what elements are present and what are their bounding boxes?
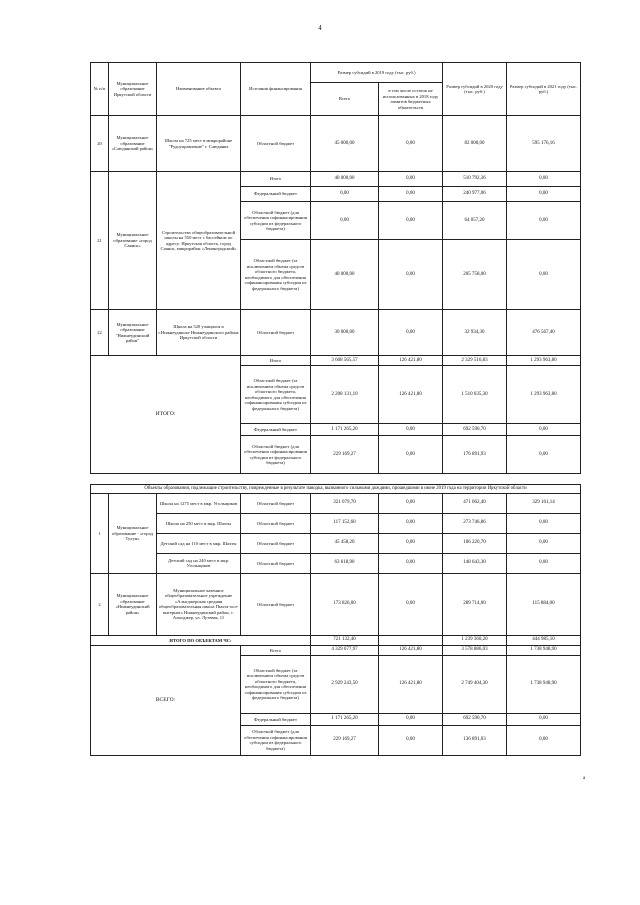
table-row [91, 116, 581, 172]
header-num: № п/п [91, 63, 109, 116]
value-2021: 0,00 [507, 424, 581, 436]
grand-total-label: ВСЕГО: [91, 645, 241, 755]
value-2020: 471 062,40 [443, 493, 507, 513]
value-unused: 0,00 [379, 310, 443, 356]
value-2021: 329 161,14 [507, 493, 581, 513]
value-2020: 32 934,30 [443, 310, 507, 356]
value-unused: 0,00 [379, 553, 443, 573]
value-2020: 289 714,00 [443, 573, 507, 635]
value-2021: 0,00 [507, 436, 581, 474]
municipality-cell: Муниципальное образование «Слюдянский район» [109, 116, 157, 172]
source-cell: Областной бюджет (для обеспечения софинансирования субсидии из федерального бюджета) [241, 436, 311, 474]
value-2020: 240 977,06 [443, 187, 507, 202]
value-2020: 692 590,70 [443, 424, 507, 436]
object-cell: Школа на 725 мест в микрорайоне "Рудоуправление" г. Слюдянка [157, 116, 241, 172]
value-2021: 0,00 [507, 187, 581, 202]
section-title: Объекты образования, подлежащие строительству, поврежденные в результате паводка, вызванного сильными дождями, прошедшими в июне 2019 года на территории Иркутской области [91, 485, 581, 494]
value-2021: 0,00 [507, 533, 581, 553]
value-2021: 1 293 963,80 [507, 366, 581, 424]
value-unused: 126 421,80 [379, 356, 443, 366]
value-2019: 63 618,90 [311, 553, 379, 573]
table-row [91, 310, 581, 356]
value-2019: 2 208 131,10 [311, 366, 379, 424]
value-2020: 510 792,36 [443, 172, 507, 187]
page-number: 4 [318, 24, 322, 32]
header-subsidy-2021: Размер субсидий в 2021 году (тыс. руб.) [507, 63, 581, 116]
value-2021: 115 884,00 [507, 573, 581, 635]
value-2020: 82 000,00 [443, 116, 507, 172]
source-cell: Федеральный бюджет [241, 187, 311, 202]
value-2020: 2 329 516,83 [443, 356, 507, 366]
value-2021: 1 293 963,80 [507, 356, 581, 366]
value-2021: 0,00 [507, 202, 581, 240]
row-number: 1 [91, 493, 109, 573]
total-row [91, 356, 581, 366]
table-row [91, 573, 581, 635]
value-unused [379, 635, 443, 645]
value-unused: 126 421,80 [379, 655, 443, 713]
header-row [91, 63, 581, 83]
value-2019: 2 929 243,50 [311, 655, 379, 713]
value-unused: 0,00 [379, 424, 443, 436]
value-unused: 126 421,80 [379, 645, 443, 655]
value-2020: 692 590,70 [443, 713, 507, 725]
value-2019: 40 000,00 [311, 172, 379, 187]
source-cell: Итого [241, 356, 311, 366]
value-2021: 0,00 [507, 513, 581, 533]
object-cell: Детский сад на 110 мест в мкр. Шахты [157, 533, 241, 553]
subsidy-table [90, 62, 581, 756]
value-2019: 229 169,27 [311, 436, 379, 474]
total-label: ИТОГО: [91, 356, 241, 474]
value-2019: 721 132,40 [311, 635, 379, 645]
source-cell: Областной бюджет [241, 116, 311, 172]
municipality-cell: Муниципальное образование «город Саянск» [109, 172, 157, 310]
row-number: 2 [91, 573, 109, 635]
value-unused: 126 421,80 [379, 366, 443, 424]
value-2020: 1 239 360,20 [443, 635, 507, 645]
value-unused: 0,00 [379, 202, 443, 240]
value-2020: 1 510 035,30 [443, 366, 507, 424]
value-2019: 229 169,27 [311, 725, 379, 755]
municipality-cell: Муниципальное образование - «город Тулун» [109, 493, 157, 573]
row-number: 20 [91, 116, 109, 172]
value-2021: 0,00 [507, 713, 581, 725]
municipality-cell: Муниципальное образование «Нижнеудинский район» [109, 573, 157, 635]
value-unused: 0,00 [379, 172, 443, 187]
header-municipality: Муниципальное образование Иркутской области [109, 63, 157, 116]
source-cell: Областной бюджет [241, 493, 311, 513]
table-row [91, 493, 581, 513]
header-source: Источник финансирования [241, 63, 311, 116]
value-unused: 0,00 [379, 573, 443, 635]
value-unused: 0,00 [379, 713, 443, 725]
row-number: 22 [91, 310, 109, 356]
value-2020: 148 643,30 [443, 553, 507, 573]
object-cell: Школа на 520 учащихся в г.Нижнеудинске Нижнеудинского района Иркутской области [157, 310, 241, 356]
value-unused: 0,00 [379, 493, 443, 513]
value-unused: 0,00 [379, 436, 443, 474]
value-2021: 0,00 [507, 553, 581, 573]
value-2020: 176 891,93 [443, 436, 507, 474]
table-row [91, 533, 581, 553]
header-total: Всего [311, 83, 379, 116]
value-2020: 3 578 886,03 [443, 645, 507, 655]
table-row [91, 553, 581, 573]
value-2021: 444 985,10 [507, 635, 581, 645]
source-cell: Всего [241, 645, 311, 655]
value-2019: 45 000,00 [311, 116, 379, 172]
value-2019: 45 458,20 [311, 533, 379, 553]
value-2020: 136 891,03 [443, 725, 507, 755]
value-2019: 1 171 265,20 [311, 713, 379, 725]
value-2020: 106 220,70 [443, 533, 507, 553]
source-cell: Федеральный бюджет [241, 713, 311, 725]
object-cell: Строительство общеобразовательной школы на 550 мест с бассейном по адресу: Иркутская область, город Саянск, микрорайон «Ленинградский» [157, 172, 241, 310]
total-flood-label: ИТОГО ПО ОБЪЕКТАМ ЧС: [91, 635, 311, 645]
row-number: 21 [91, 172, 109, 310]
value-2019: 173 826,00 [311, 573, 379, 635]
header-subsidy-2020: Размер субсидий в 2020 году (тыс. руб.) [443, 63, 507, 116]
value-2020: 205 758,00 [443, 240, 507, 310]
value-2019: 117 152,60 [311, 513, 379, 533]
section-row [91, 485, 581, 494]
value-2019: 0,00 [311, 202, 379, 240]
source-cell: Областной бюджет (за исключением объема средств областного бюджета, необходимого для обеспечения софинансирования субсидии из федерального бюджета) [241, 366, 311, 424]
corner-mark: a [583, 776, 586, 781]
value-2021: 1 738 948,90 [507, 655, 581, 713]
municipality-cell: Муниципальное образование "Нижнеудинский район" [109, 310, 157, 356]
value-unused: 0,00 [379, 513, 443, 533]
object-cell: Школа на 250 мест в мкр. Шахты [157, 513, 241, 533]
value-unused: 0,00 [379, 116, 443, 172]
object-cell: Школа на 1275 мест в мкр. Угольщиков [157, 493, 241, 513]
header-subsidy-2019: Размер субсидий в 2019 году (тыс. руб.) [311, 63, 443, 83]
value-2021: 1 738 948,90 [507, 645, 581, 655]
header-unused-2018: в том числе остаток не использованных в 2018 году лимитов бюджетных обязательств [379, 83, 443, 116]
source-cell: Итого [241, 172, 311, 187]
value-2020: 64 057,20 [443, 202, 507, 240]
source-cell: Областной бюджет [241, 513, 311, 533]
source-cell: Областной бюджет (для обеспечения софинансирования субсидии из федерального бюджета) [241, 202, 311, 240]
value-unused: 0,00 [379, 533, 443, 553]
total-flood-row [91, 635, 581, 645]
value-2019: 30 000,00 [311, 310, 379, 356]
value-2021: 0,00 [507, 725, 581, 755]
source-cell: Областной бюджет [241, 573, 311, 635]
value-2019: 321 079,70 [311, 493, 379, 513]
table-row [91, 172, 581, 187]
value-2019: 1 171 265,20 [311, 424, 379, 436]
source-cell: Областной бюджет (за исключением объема средств областного бюджета, необходимого для обеспечения софинансирования субсидии из федерального бюджета) [241, 655, 311, 713]
value-unused: 0,00 [379, 187, 443, 202]
source-cell: Федеральный бюджет [241, 424, 311, 436]
grand-total-row [91, 645, 581, 655]
object-cell: Муниципальное казенное общеобразовательное учреждение «Алыгджерская средняя общеобразовательная школа Пыхта-оол-интернат» Нижнеудинский район, с. Алыгджер, ул. Лутевая, 11 [157, 573, 241, 635]
object-cell: Детский сад на 240 мест в мкр. Угольщиков [157, 553, 241, 573]
value-unused: 0,00 [379, 725, 443, 755]
value-unused: 0,00 [379, 240, 443, 310]
value-2021: 0,00 [507, 240, 581, 310]
value-2021: 0,00 [507, 172, 581, 187]
value-2020: 2 749 404,30 [443, 655, 507, 713]
source-cell: Областной бюджет [241, 310, 311, 356]
source-cell: Областной бюджет (для обеспечения софинансирования субсидии из федерального бюджета) [241, 725, 311, 755]
value-2021: 476 567,40 [507, 310, 581, 356]
header-object: Наименование объекта [157, 63, 241, 116]
value-2019: 3 608 565,57 [311, 356, 379, 366]
source-cell: Областной бюджет [241, 553, 311, 573]
value-2020: 273 746,86 [443, 513, 507, 533]
source-cell: Областной бюджет (за исключением объема средств областного бюджета, необходимого для обеспечения софинансирования субсидии из федерального бюджета) [241, 240, 311, 310]
source-cell: Областной бюджет [241, 533, 311, 553]
table-row [91, 513, 581, 533]
value-2019: 4 329 677,97 [311, 645, 379, 655]
value-2019: 40 000,00 [311, 240, 379, 310]
value-2021: 595 176,16 [507, 116, 581, 172]
value-2019: 0,00 [311, 187, 379, 202]
